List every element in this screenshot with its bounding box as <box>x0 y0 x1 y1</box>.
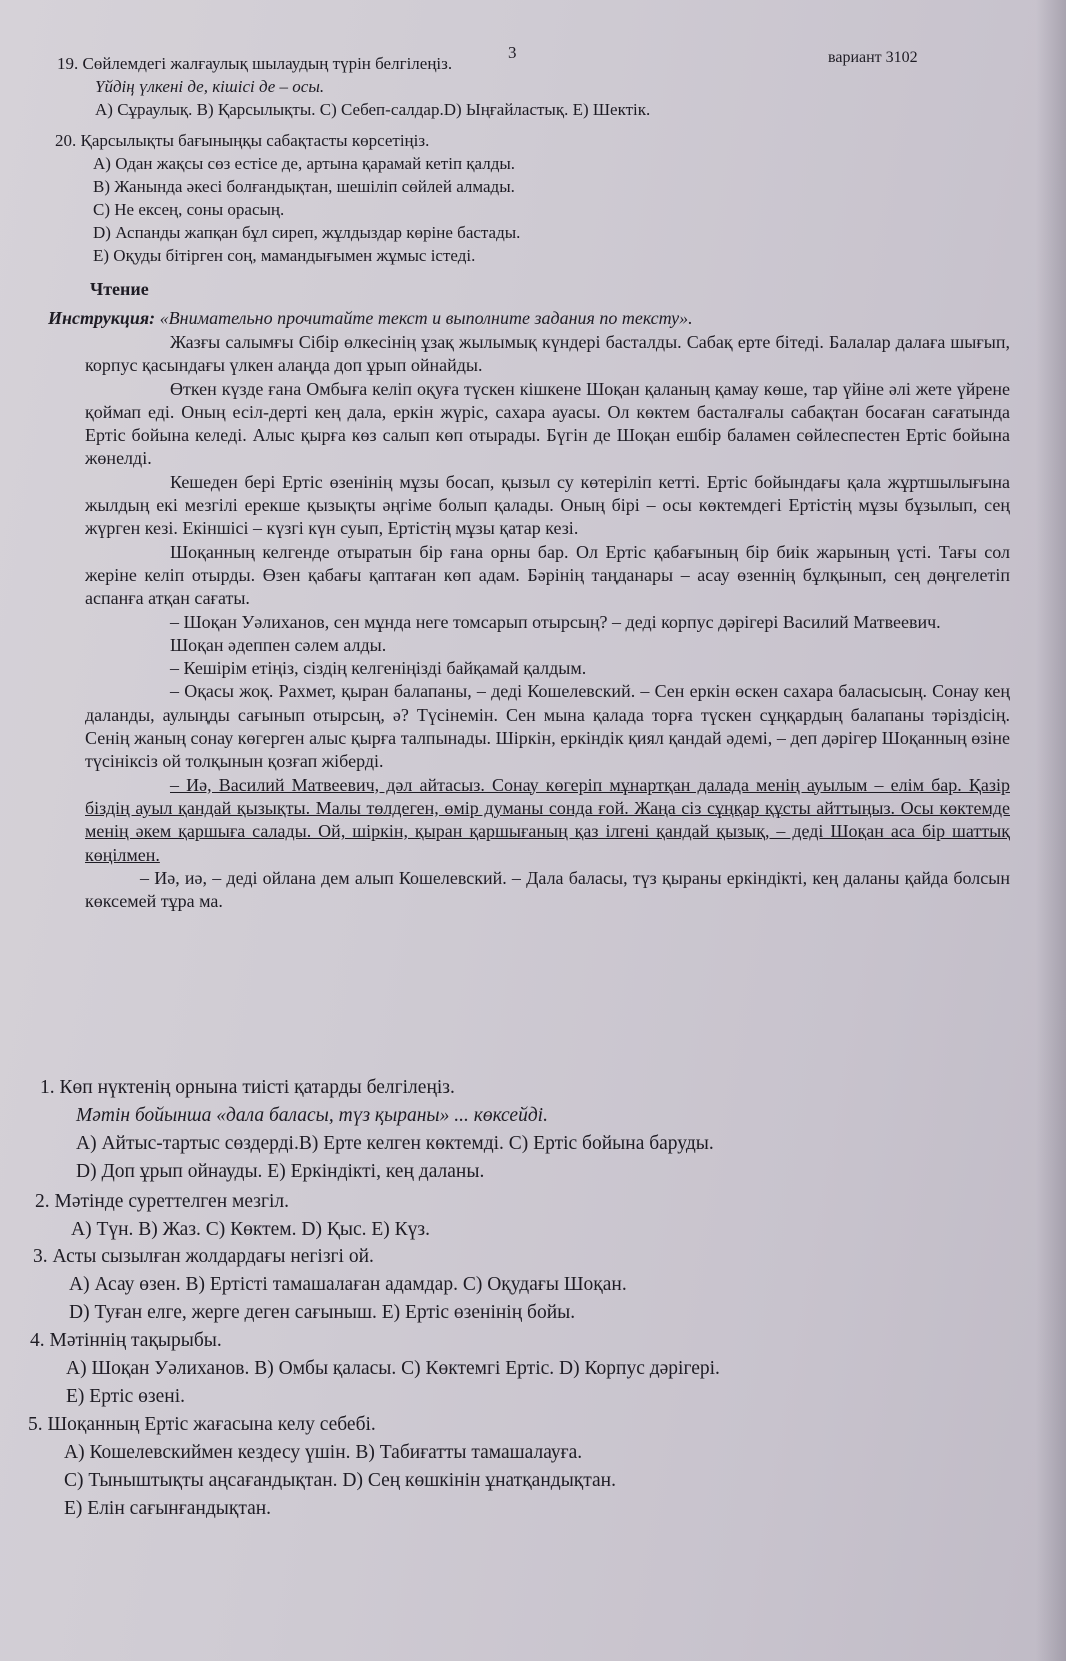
page-number: 3 <box>508 43 517 62</box>
task-4-stem: 4. Мәтіннің тақырыбы. <box>30 1330 222 1351</box>
question-20-option-c: С) Не ексең, соны орасың. <box>93 200 285 219</box>
paragraph: – Оқасы жоқ. Рахмет, қыран балапаны, – деді Кошелевский. – Сен еркін өскен сахара баласысың. Сонау кең даланды, аулыңды сағынып отырсың, ә? Түсінемін. Сен мына қалада торға түскен сұңқардың балапаны тәріздісің. Сенің жаның сонау көгерген алыс қырға талпынады. Шіркін, еркіндік қиял қандай әдемі, – деп дәрігер Шоқанның өзіне түсініксіз ой толқынын қозғап жіберді. <box>85 681 1010 772</box>
question-20 <box>55 129 520 267</box>
question-20-option-a: А) Одан жақсы сөз естісе де, артына қарамай кетіп қалды. <box>93 154 516 173</box>
instruction-label: Инструкция: <box>48 308 156 328</box>
paragraph: – Кешірім етіңіз, сіздің келгеніңізді байқамай қалдым. <box>170 658 587 679</box>
task-2-stem: 2. Мәтінде суреттелген мезгіл. <box>35 1191 289 1212</box>
paragraph: – Иә, иә, – деді ойлана дем алып Кошелевский. – Дала баласы, түз қыраны еркіндікті, кең даланы қайда болсын көксемей тұра ма. <box>85 867 1010 912</box>
task-4-options: А) Шоқан Уәлиханов. В) Омбы қаласы. С) Көктемгі Ертіс. D) Корпус дәрігері. <box>66 1358 720 1379</box>
question-20-stem: 20. Қарсылықты бағыныңқы сабақтасты көрсетіңіз. <box>55 131 430 150</box>
task-4 <box>30 1327 720 1411</box>
section-title: Чтение <box>90 279 149 299</box>
question-19-options: А) Сұраулық. В) Қарсылықты. С) Себеп-салдар.D) Ыңғайластық. Е) Шектік. <box>95 100 651 119</box>
instruction <box>48 307 693 330</box>
paragraph: Шоқанның келгенде отыратын бір ғана орны бар. Ол Ертіс қабағының бір биік жарының үсті. Тағы сол жеріне келіп отырды. Өзен қабағы қаптаған көп адам. Бәрінің таңданары – асау өзеннің бұлқынып, сең дөңгелетіп аспанға атқан сағаты. <box>85 541 1010 609</box>
variant-label: вариант 3102 <box>828 49 918 66</box>
instruction-text: «Внимательно прочитайте текст и выполните задания по тексту». <box>159 308 693 328</box>
question-19 <box>57 52 650 121</box>
paragraph: Кешеден бері Ертіс өзенінің мұзы босап, қызыл су көтеріліп кетті. Ертіс бойындағы қала жұртшылығына жылдың екі мезгілі ерекше қызықты әңгіме болып қалады. Оның бірі – осы көктемдегі Ертістің мұзы бұзылып, сең жүрген кезі. Екіншісі – күзгі күн суып, Ертістің мұзы қатар кезі. <box>85 471 1010 539</box>
paragraph: Шоқан әдеппен сәлем алды. <box>170 634 387 655</box>
task-5-options: С) Тыныштықты аңсағандықтан. D) Сең көшкінін ұнатқандықтан. <box>64 1470 616 1491</box>
task-3-options: D) Туған елге, жерге деген сағыныш. Е) Ертіс өзенінің бойы. <box>69 1302 576 1323</box>
task-4-options: Е) Ертіс өзені. <box>66 1386 185 1407</box>
page-shadow <box>1036 0 1066 1661</box>
question-20-option-d: D) Аспанды жапқан бұл сиреп, жұлдыздар көріне бастады. <box>93 223 521 242</box>
question-20-option-e: Е) Оқуды бітірген соң, мамандығымен жұмыс істеді. <box>93 246 476 265</box>
paragraph: Өткен күзде ғана Омбыға келіп оқуға түскен кішкене Шоқан қаланың қамау көше, тар үйіне әлі жете үйрене қоймап еді. Оның есіл-дерті кең дала, еркін жүріс, сахара ауасы. Ол көктем басталғалы сабақтан босаған сағатында Ертіс бойына келеді. Алыс қырға көз салып көп отырады. Бүгін де Шоқан ешбір баламен сөйлеспестен Ертіс бойына жөнелді. <box>85 378 1010 469</box>
underlined-paragraph: – Иә, Василий Матвеевич, дәл айтасыз. Сонау көгеріп мұнартқан далада менің ауылым – елім бар. Қазір біздің ауыл қандай қызықты. Малы төлдеген, өмір думаны сонда ғой. Жаңа сіз сұңқар құсты айттыңыз. Осы көктемде менің әкем қаршыға салады. Ой, шіркін, қыран қаршығаның қаз ілгені қандай қызық, – деді Шоқан аса бір шаттық көңілмен. <box>85 774 1010 865</box>
task-1-options: А) Айтыс-тартыс сөздерді.В) Ерте келген көктемді. С) Ертіс бойына баруды. <box>76 1133 714 1154</box>
task-1 <box>40 1074 714 1186</box>
reading-text <box>85 331 1010 913</box>
question-19-stem: 19. Сөйлемдегі жалғаулық шылаудың түрін белгілеңіз. <box>57 54 453 73</box>
task-5-stem: 5. Шоқанның Ертіс жағасына келу себебі. <box>28 1414 376 1435</box>
task-2-options: А) Түн. В) Жаз. С) Көктем. D) Қыс. Е) Күз. <box>71 1219 430 1240</box>
task-3-stem: 3. Асты сызылған жолдардағы негізгі ой. <box>33 1246 374 1267</box>
question-20-option-b: В) Жанында әкесі болғандықтан, шешіліп сөйлей алмады. <box>93 177 515 196</box>
task-5-options: Е) Елін сағынғандықтан. <box>64 1498 272 1519</box>
task-2 <box>35 1188 430 1244</box>
task-3-options: А) Асау өзен. В) Ертісті тамашалаған адамдар. С) Оқудағы Шоқан. <box>69 1274 627 1295</box>
task-5-options: А) Кошелевскиймен кездесу үшін. В) Табиғатты тамашалауға. <box>64 1442 583 1463</box>
question-19-example: Үйдің үлкені де, кішісі де – осы. <box>95 77 325 96</box>
paragraph: – Шоқан Уәлиханов, сен мұнда неге томсарып отырсың? – деді корпус дәрігері Василий Матвеевич. <box>170 611 941 632</box>
task-1-example: Мәтін бойынша «дала баласы, түз қыраны» ... көксейді. <box>76 1105 548 1126</box>
task-5 <box>28 1411 616 1523</box>
task-1-stem: 1. Көп нүктенің орнына тиісті қатарды белгілеңіз. <box>40 1077 455 1098</box>
paragraph: Жазғы салымғы Сібір өлкесінің ұзақ жылымық күндері басталды. Сабақ ерте бітеді. Балалар далаға шығып, корпус қасындағы үлкен алаңда доп ұрып ойнайды. <box>85 332 1010 376</box>
task-1-options: D) Доп ұрып ойнауды. Е) Еркіндікті, кең даланы. <box>76 1161 485 1182</box>
task-3 <box>33 1243 627 1327</box>
